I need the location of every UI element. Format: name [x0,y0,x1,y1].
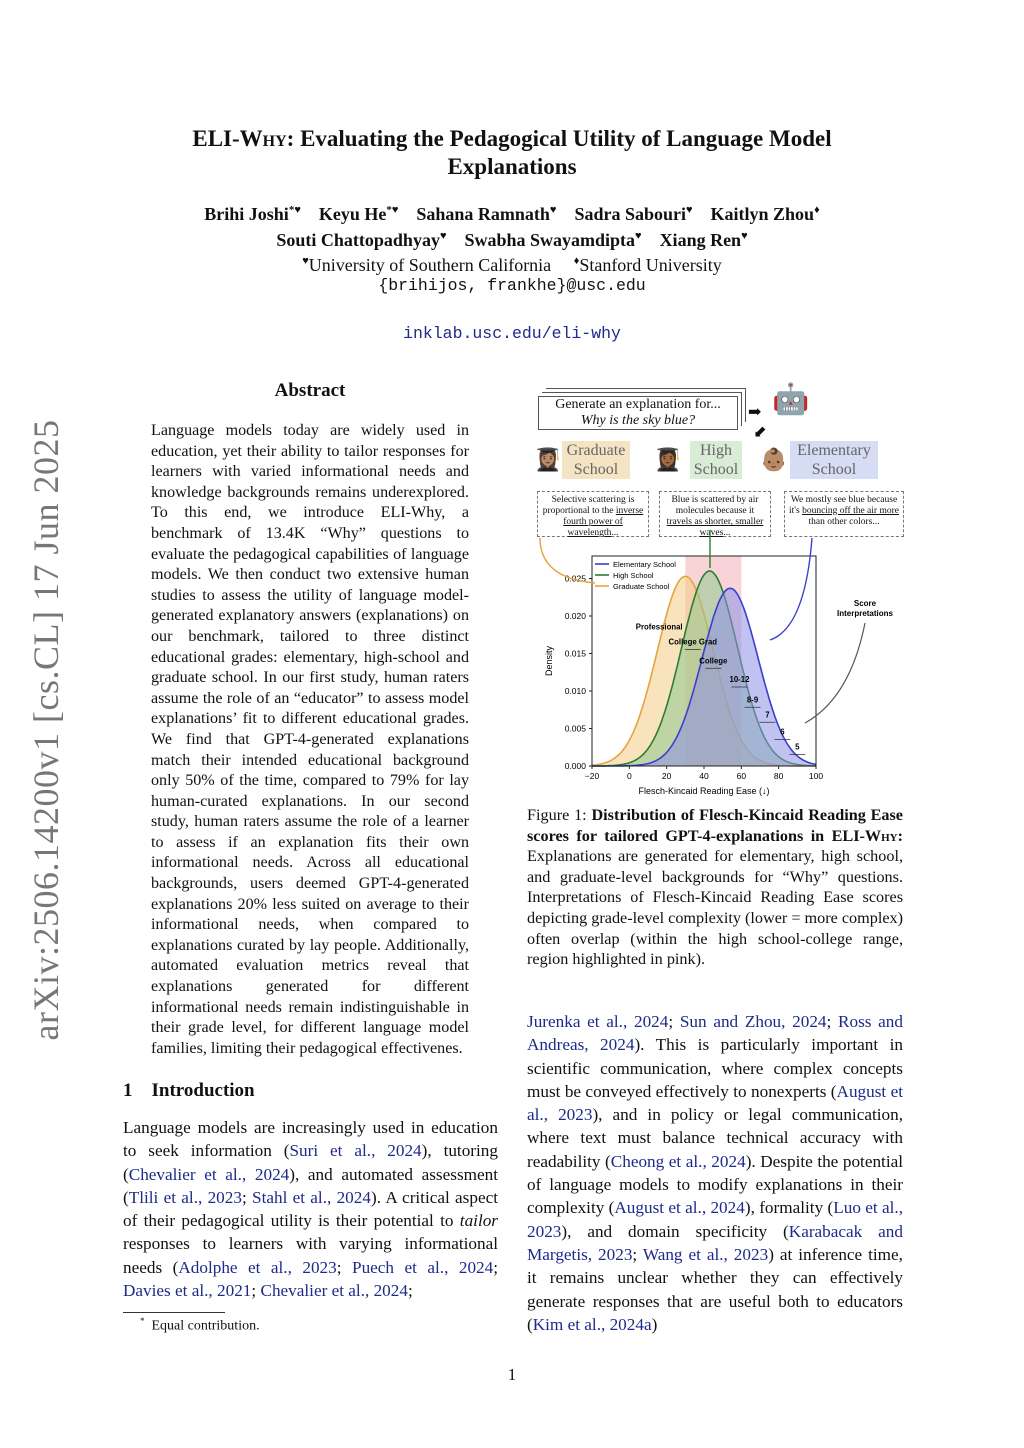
high-school-student-icon: 👩🏾‍🎓 [654,447,682,472]
arxiv-id: arXiv:2506.14200v1 [cs.CL] 17 Jun 2025 [26,419,66,1041]
x-tick-label: 0 [626,771,632,781]
arrow-right-icon: ➡ [748,404,762,421]
x-tick-label: 40 [699,771,709,781]
section-heading-introduction: 1 Introduction [123,1080,255,1101]
prompt-box: Generate an explanation for... Why is the sky blue? [538,396,738,430]
citation-link[interactable]: Davies et al., 2021 [123,1281,252,1301]
abstract-heading: Abstract [274,380,346,401]
score-annotation: 7 [765,710,770,720]
score-annotation: 5 [795,742,800,752]
email: {brihijos, frankhe}@usc.edu [378,276,646,295]
citation-link[interactable]: Ross and Andreas, 2024 [527,1012,903,1055]
author: Sahana Ramnath♥ [416,204,557,224]
y-tick-label: 0.005 [564,723,586,734]
x-tick-label: −20 [584,771,600,781]
citation-link[interactable]: Tlili et al., 2023 [128,1187,242,1207]
footnote: * Equal contribution. [140,1316,260,1334]
elementary-explanation-bubble: We mostly see blue because it's bouncing off the air more than other colors... [784,491,904,537]
title-why: Why [239,126,287,151]
citation-link[interactable]: Wang et al., 2023 [642,1244,769,1264]
legend-label: Graduate School [613,582,670,591]
author: Kaitlyn Zhou♦ [710,204,820,224]
arrow-down-left-icon: ➡ [748,420,771,443]
citation-link[interactable]: Luo et al., 2023 [527,1198,903,1241]
citation-link[interactable]: Sun and Zhou, 2024 [679,1012,827,1031]
score-interpretations-label: Score [853,599,877,608]
high-school-explanation-bubble: Blue is scattered by air molecules because it travels as shorter, smaller waves... [659,491,771,537]
citation-link[interactable]: Chevalier et al., 2024 [260,1281,408,1301]
abstract-text: Language models today are widely used in education, yet their ability to tailor responses for learners with varied informational needs and knowledge backgrounds remains underexplored. To this end, we introduce ELI-Why, a benchmark of 13.4K “Why” questions to evaluate the pedagogical capabilities of language models. We then conduct two extensive human studies to assess the utility of language model-generated explanatory answers (explanations) on our benchmark, tailored to three distinct educational grades: elementary, high-school and graduate school. In our first study, human raters assume the role of an “educator” to assess model explanations’ fit to different educational grades. We find that GPT-4-generated explanations match their intended educational background only 50% of the time, compared to 79% for lay human-curated explanations. In our second study, human raters assume the role of a learner to assess if an explanation fits their own informational needs. Across all educational backgrounds, users deemed GPT-4-generated explanations 20% less suited on average to their informational needs, when compared to explanations curated by lay people. Additionally, automated evaluation metrics reveal that explanations generated for different informational needs remain indistinguishable in their grade level, for different language model families, limiting their pedagogical effectivenes. [151,422,469,1057]
y-tick-label: 0.025 [564,573,586,584]
score-interpretations-label: Interpretations [836,609,894,618]
affiliations: ♥University of Southern California ♦Stanford University [302,255,722,275]
legend-label: Elementary School [613,560,676,569]
project-url-link[interactable]: inklab.usc.edu/eli-why [403,324,621,343]
citation-link[interactable]: Kim et al., 2024a [532,1314,652,1334]
citation-link[interactable]: Suri et al., 2024 [289,1141,422,1161]
y-tick-label: 0.015 [564,648,586,659]
score-annotation: 6 [780,727,785,737]
figure-1 [520,378,910,798]
density-chart [520,378,910,798]
x-tick-label: 100 [808,771,824,781]
author: Keyu He*♥ [318,204,399,224]
arxiv-sidebar [24,419,68,1041]
authors-line1 [0,198,1024,227]
citation-link[interactable]: Puech et al., 2024 [352,1257,494,1277]
citation-link[interactable]: Chevalier et al., 2024 [128,1164,290,1184]
page-number: 1 [507,1365,517,1384]
graduate-school-label: Graduate School [562,441,630,479]
citation-link[interactable]: Cheong et al., 2024 [610,1151,746,1171]
x-tick-label: 20 [661,771,672,781]
right-column-paragraph: Jurenka et al., 2024; Sun and Zhou, 2024; Ross and Andreas, 2024). This is particularly important in scientific communication, where complex concepts must be conveyed effectively to nonexperts (August et al., 2023), and in policy or legal communication, where text must balance technical accuracy with readability (Cheong et al., 2024). Despite the potential of language models to modify explanations in their complexity (August et al., 2024), formality (Luo et al., 2023), and domain specificity (Karabacak and Margetis, 2023; Wang et al., 2023) at inference time, it remains unclear whether they can effectively generate responses that are useful both to educators (Kim et al., 2024a) [527,1012,904,1334]
y-tick-label: 0.010 [564,686,586,696]
elementary-student-icon: 👶🏽 [760,447,788,472]
paper-title [0,125,1024,181]
footnote-rule [123,1312,225,1313]
title-line2: Explanations [447,154,577,179]
score-annotation: College [699,656,728,666]
arrow-interpretations [805,623,865,723]
citation-link[interactable]: August et al., 2024 [614,1198,745,1218]
citation-link[interactable]: Stahl et al., 2024 [252,1187,371,1207]
elementary-school-label: Elementary School [790,441,878,479]
author: Souti Chattopadhyay♥ [276,230,447,250]
y-tick-label: 0.020 [564,611,586,621]
y-axis-label: Density [544,645,554,677]
title-rest: : Evaluating the Pedagogical Utility of Language Model [286,126,832,151]
citation-link[interactable]: Jurenka et al., 2024 [527,1012,669,1031]
author: Swabha Swayamdipta♥ [464,230,642,250]
robot-icon: 🤖 [772,383,810,416]
score-annotation: 8-9 [746,695,759,705]
citation-link[interactable]: Karabacak and Margetis, 2023 [527,1221,903,1264]
citation-link[interactable]: Adolphe et al., 2023 [178,1257,337,1277]
x-tick-label: 80 [773,771,784,781]
score-annotation: Professional [635,622,683,632]
arrow-elementary [770,538,812,640]
figure-caption: Figure 1: Distribution of Flesch-Kincaid Reading Ease scores for tailored GPT-4-explanations in ELI-Why: Explanations are generated for elementary, high school, and graduate-level backgrounds for “Why” questions. Interpretations of Flesch-Kincaid Reading Ease scores depicting grade-level complexity (lower = more complex) often overlap (within the high school-college range, region highlighted in pink). [527,806,903,969]
graduate-student-icon: 👩🏽‍🎓 [534,447,562,472]
author: Sadra Sabouri♥ [574,204,693,224]
title-eli: ELI- [192,126,240,151]
y-tick-label: 0.000 [564,761,586,771]
x-tick-label: 60 [736,771,747,781]
graduate-explanation-bubble: Selective scattering is proportional to the inverse fourth power of wavelength... [537,491,649,537]
citation-link[interactable]: August et al., 2023 [527,1081,903,1125]
author: Xiang Ren♥ [659,230,748,250]
author: Brihi Joshi*♥ [204,204,301,224]
high-school-label: High School [690,441,742,479]
score-annotation: College Grad [668,637,718,647]
plot-area [540,530,894,796]
score-annotation: 10-12 [729,675,750,684]
legend-label: High School [613,571,654,580]
x-axis-label: Flesch-Kincaid Reading Ease (↓) [638,786,770,796]
intro-paragraph: Language models are increasingly used in education to seek information (Suri et al., 2024), tutoring (Chevalier et al., 2024), and automated assessment (Tlili et al., 2023; Stahl et al., 2024). A critical aspect of their pedagogical utility is their potential to tailor responses to learners with varying informational needs (Adolphe et al., 2023; Puech et al., 2024; Davies et al., 2021; Chevalier et al., 2024; [123,1118,499,1301]
